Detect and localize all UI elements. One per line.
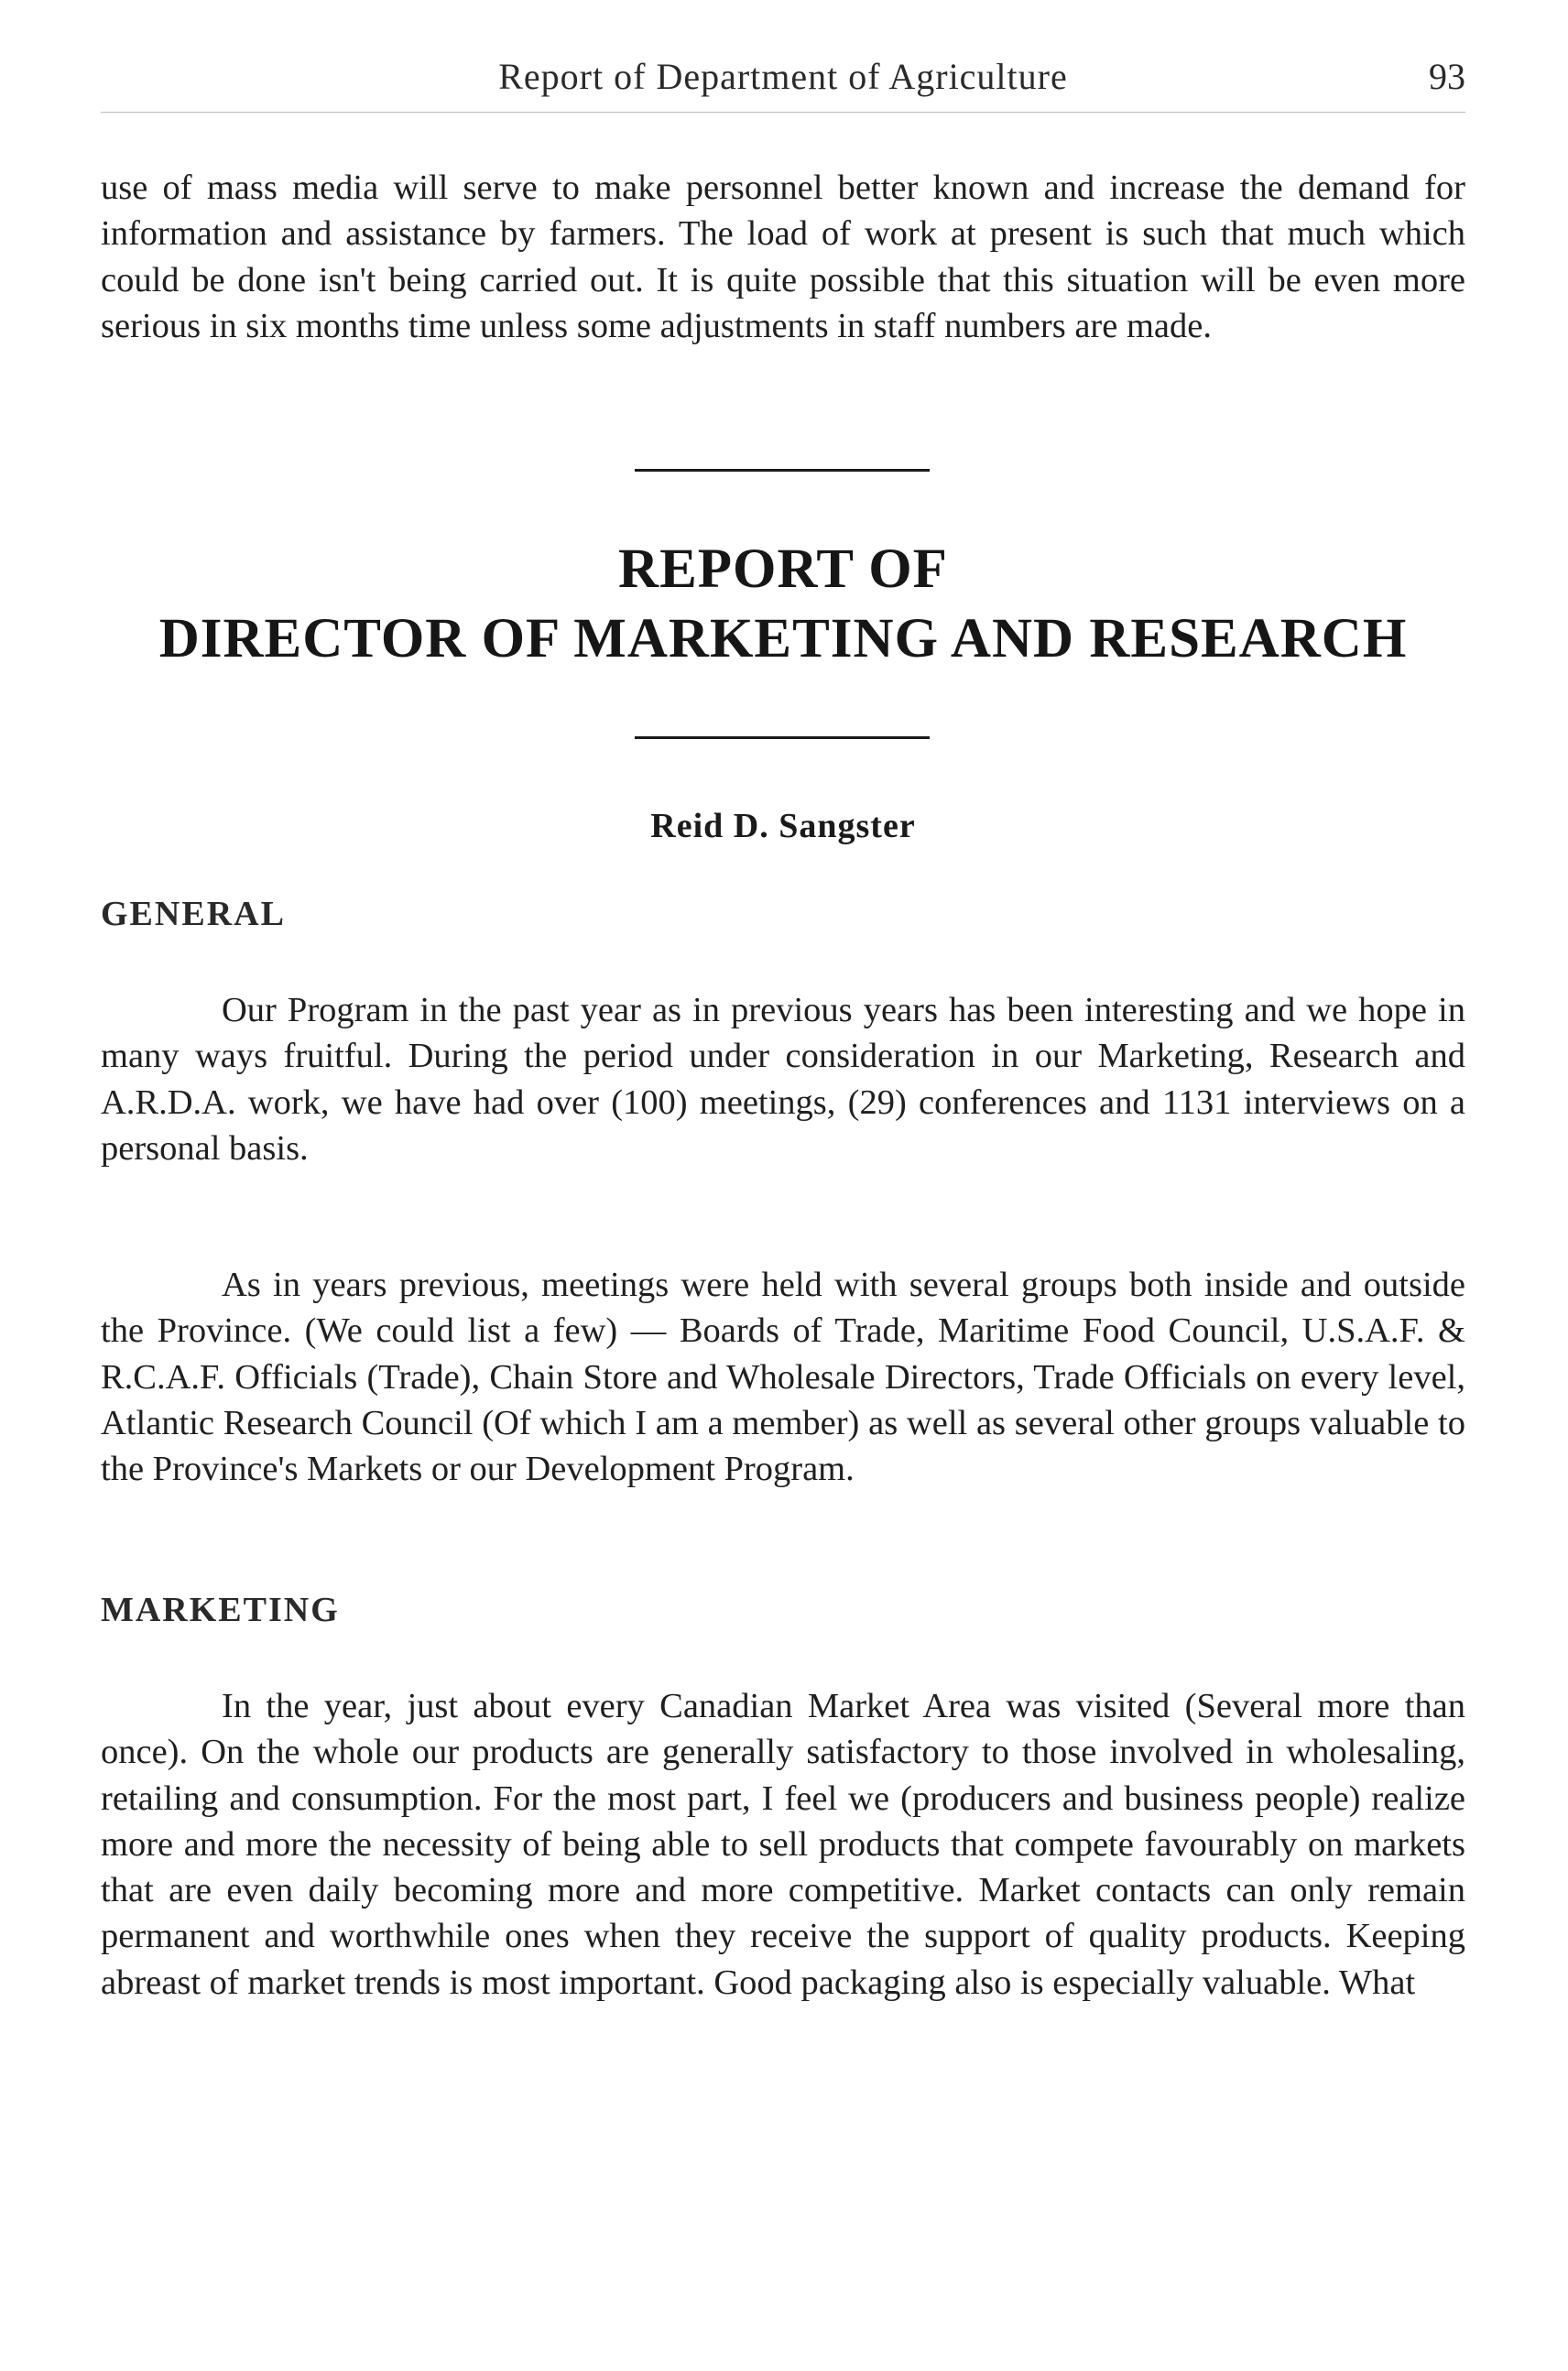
section-heading-general: GENERAL	[101, 895, 286, 933]
page-number: 93	[1429, 56, 1465, 97]
header-rule	[101, 112, 1465, 113]
marketing-paragraph-1: In the year, just about every Canadian Market Area was visited (Several more than once). On the whole our products are generally satisfactory to those involved in wholesaling, retailing and consumption. For the most part, I feel we (producers and business people) realize more and more the necessity of being able to sell products that compete favourably on markets that are even daily becoming more and more competitive. Market contacts can only remain permanent and worthwhile ones when they receive the support of quality products. Keeping abreast of market trends is most important. Good packaging also is especially valuable. What	[101, 1687, 1465, 2002]
title-line-2: DIRECTOR OF MARKETING AND RESEARCH	[158, 608, 1408, 669]
intro-paragraph: use of mass media will serve to make personnel better known and increase the demand for information and assistance by farmers. The load of work at present is such that much which could be done isn't being carried out. It is quite possible that this situation will be even more serious in six months time unless some adjustments in staff numbers are made.	[101, 169, 1465, 345]
author-name: Reid D. Sangster	[650, 807, 916, 845]
page-header	[101, 55, 1465, 110]
general-paragraph-1: Our Program in the past year as in previous years has been interesting and we hope in many ways fruitful. During the period under consideration in our Marketing, Research and A.R.D.A. work, we have had over (100) meetings, (29) conferences and 1131 interviews on a personal basis.	[101, 991, 1465, 1168]
title-rule-bottom	[635, 736, 930, 739]
running-head: Report of Department of Agriculture	[498, 56, 1068, 97]
section-heading-marketing: MARKETING	[101, 1591, 340, 1629]
title-line-1: REPORT OF	[618, 538, 948, 600]
title-rule-top	[635, 469, 930, 472]
general-paragraph-2: As in years previous, meetings were held with several groups both inside and outside the Province. (We could list a few) — Boards of Trade, Maritime Food Council, U.S.A.F. & R.C.A.F. Officials (Trade), Chain Store and Wholesale Directors, Trade Officials on every level, Atlantic Research Council (Of which I am a member) as well as several other groups valuable to the Province's Markets or our Development Program.	[101, 1266, 1465, 1489]
